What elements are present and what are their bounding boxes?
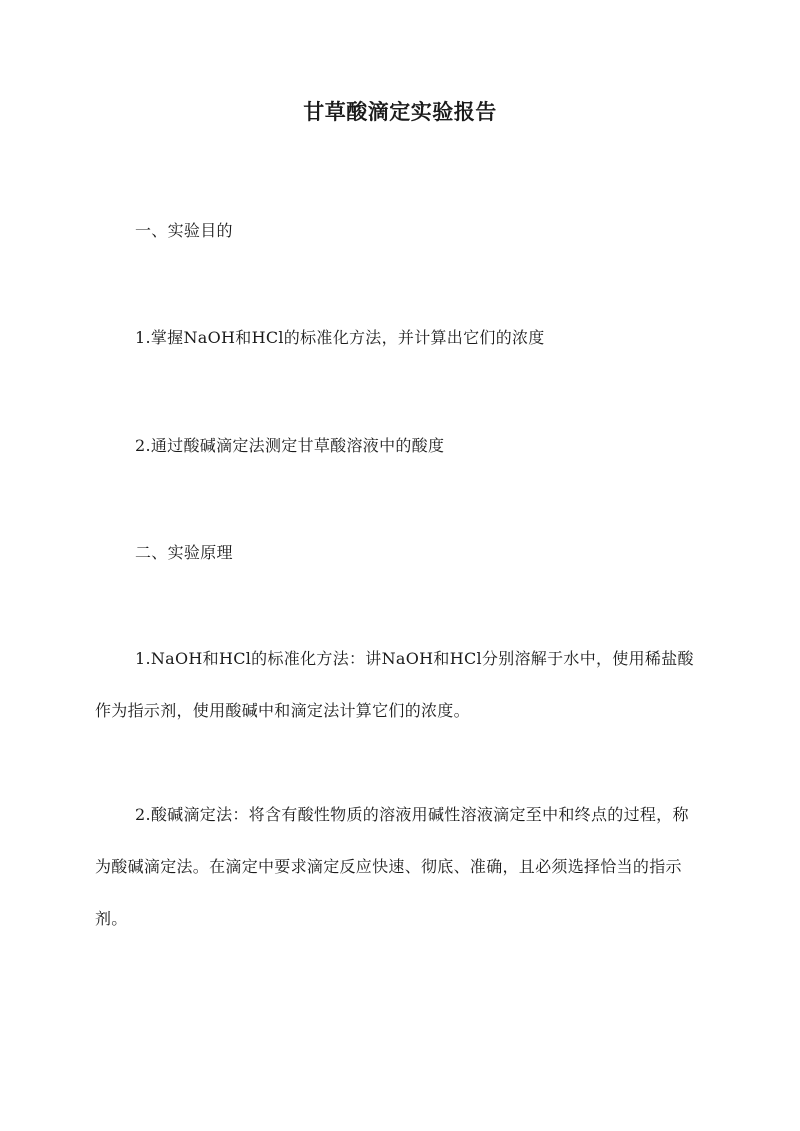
principle-item-2: 2.酸碱滴定法：将含有酸性物质的溶液用碱性溶液滴定至中和终点的过程，称为酸碱滴定法。在滴定中要求滴定反应快速、彻底、准确，且必须选择恰当的指示剂。 (95, 805, 689, 928)
section-heading-principle: 二、实验原理 (135, 543, 233, 562)
purpose-item-1: 1.掌握NaOH和HCl的标准化方法，并计算出它们的浓度 (135, 328, 545, 347)
section-heading-purpose: 一、实验目的 (135, 221, 233, 240)
principle-item-1: 1.NaOH和HCl的标准化方法：讲NaOH和HCl分别溶解于水中，使用稀盐酸作为指示剂，使用酸碱中和滴定法计算它们的浓度。 (95, 649, 694, 720)
document-title: 甘草酸滴定实验报告 (303, 99, 497, 124)
purpose-item-2: 2.通过酸碱滴定法测定甘草酸溶液中的酸度 (135, 436, 445, 455)
